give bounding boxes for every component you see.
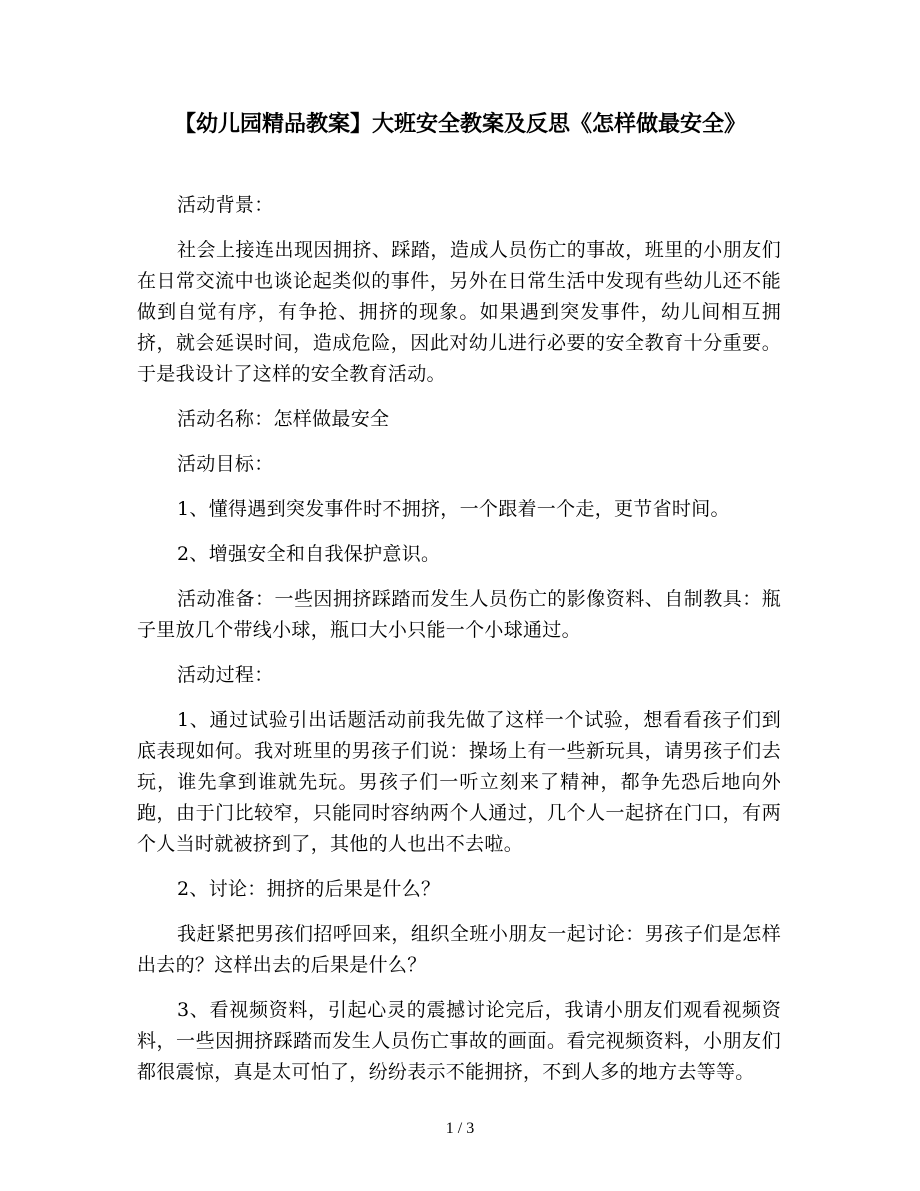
paragraph-activity-name: 活动名称：怎样做最安全 xyxy=(177,408,390,430)
paragraph-background-text: 社会上接连出现因拥挤、踩踏，造成人员伤亡的事故，班里的小朋友们在日常交流中也谈论起类似的事件，另外在日常生活中发现有些幼儿还不能做到自觉有序，有争抢、拥挤的现象。如果遇到突发事件，幼儿间相互拥挤，就会延误时间，造成危险，因此对幼儿进行必要的安全教育十分重要。于是我设计了这样的安全教育活动。 xyxy=(137,239,781,385)
paragraph-process-step-2: 2、讨论：拥挤的后果是什么？ xyxy=(177,878,441,900)
paragraph-process-step-3: 3、看视频资料，引起心灵的震撼讨论完后，我请小朋友们观看视频资料，一些因拥挤踩踏而发生人员伤亡事故的画面。看完视频资料，小朋友们都很震惊，真是太可怕了，纷纷表示不能拥挤，不到人多的地方去等等。 xyxy=(137,999,781,1083)
paragraph-goals-heading: 活动目标： xyxy=(177,453,274,475)
page-number: 1 / 3 xyxy=(445,1120,475,1137)
paragraph-discussion: 我赶紧把男孩们招呼回来，组织全班小朋友一起讨论：男孩子们是怎样出去的？这样出去的后果是什么？ xyxy=(137,923,781,976)
paragraph-background-heading: 活动背景： xyxy=(177,194,274,216)
paragraph-process-heading: 活动过程： xyxy=(177,664,274,686)
document-title: 【幼儿园精品教案】大班安全教案及反思《怎样做最安全》 xyxy=(173,112,746,137)
paragraph-preparation: 活动准备：一些因拥挤踩踏而发生人员伤亡的影像资料、自制教具：瓶子里放几个带线小球，瓶口大小只能一个小球通过。 xyxy=(137,588,781,641)
paragraph-goal-2: 2、增强安全和自我保护意识。 xyxy=(177,543,441,565)
document-body xyxy=(137,190,781,1102)
paragraph-goal-1: 1、懂得遇到突发事件时不拥挤，一个跟着一个走，更节省时间。 xyxy=(177,498,730,520)
paragraph-process-step-1: 1、通过试验引出话题活动前我先做了这样一个试验，想看看孩子们到底表现如何。我对班里的男孩子们说：操场上有一些新玩具，请男孩子们去玩，谁先拿到谁就先玩。男孩子们一听立刻来了精神，都争先恐后地向外跑，由于门比较窄，只能同时容纳两个人通过，几个人一起挤在门口，有两个人当时就被挤到了，其他的人也出不去啦。 xyxy=(137,709,781,855)
